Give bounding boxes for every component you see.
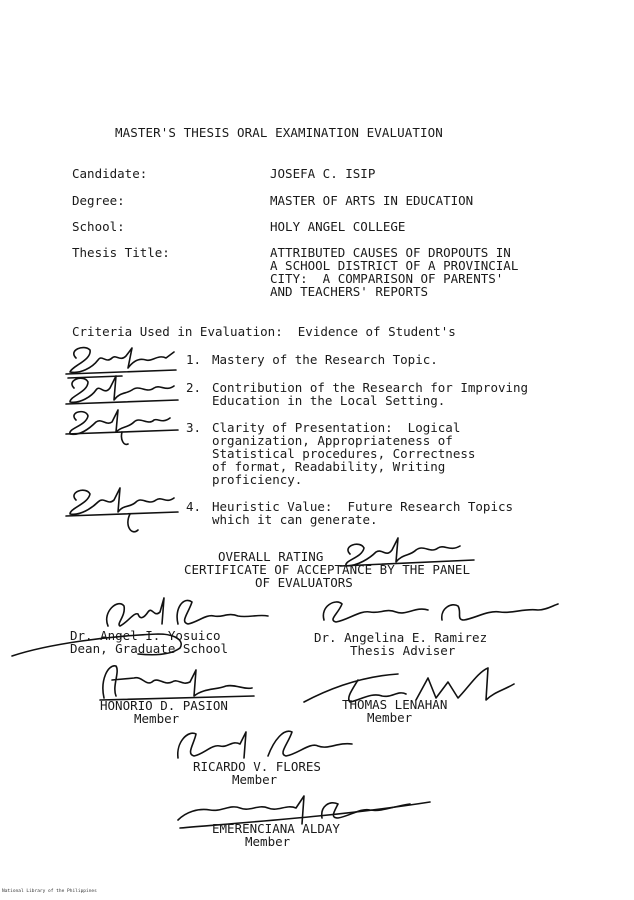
criterion-text: proficiency. [212, 472, 303, 487]
signature-flourish [8, 620, 188, 660]
thesis-title-line: A SCHOOL DISTRICT OF A PROVINCIAL [270, 258, 519, 273]
signatory-name: Dr. Angelina E. Ramirez [314, 630, 488, 645]
signatory-role: Member [367, 710, 413, 725]
footer-text: National Library of the Philippines [2, 889, 97, 894]
school-value: HOLY ANGEL COLLEGE [270, 219, 406, 234]
signatory-name: HONORIO D. PASION [100, 698, 228, 713]
school-label: School: [72, 219, 125, 234]
criterion-text: Clarity of Presentation: Logical [212, 420, 461, 435]
thesis-title-line: CITY: A COMPARISON OF PARENTS' [270, 271, 504, 286]
signature-ramirez [312, 592, 562, 632]
signatory-role: Dean, Graduate School [70, 641, 229, 656]
criterion-number: 3. [186, 420, 202, 435]
criterion-text: Heuristic Value: Future Research Topics [212, 499, 514, 514]
criterion-number: 2. [186, 380, 202, 395]
rating-satisfactory-4 [62, 482, 182, 538]
signatory-name: THOMAS LENAHAN [342, 697, 448, 712]
certificate-heading: CERTIFICATE OF ACCEPTANCE BY THE PANEL [184, 562, 470, 577]
signature-pasion [86, 656, 256, 704]
document-title: MASTER'S THESIS ORAL EXAMINATION EVALUATION [115, 125, 443, 140]
signatory-name: RICARDO V. FLORES [193, 759, 321, 774]
criterion-number: 4. [186, 499, 202, 514]
degree-label: Degree: [72, 193, 125, 208]
signatory-role: Member [232, 772, 278, 787]
candidate-label: Candidate: [72, 166, 148, 181]
thesis-title-line: AND TEACHERS' REPORTS [270, 284, 429, 299]
criterion-text: Contribution of the Research for Improving [212, 380, 529, 395]
certificate-heading: OF EVALUATORS [255, 575, 353, 590]
signatory-name: Dr. Angel I. Yosuico [70, 628, 221, 643]
signatory-role: Member [245, 834, 291, 849]
signatory-role: Thesis Adviser [350, 643, 456, 658]
rating-satisfactory-3 [62, 404, 182, 450]
signatory-role: Member [134, 711, 180, 726]
degree-value: MASTER OF ARTS IN EDUCATION [270, 193, 474, 208]
thesis-title-line: ATTRIBUTED CAUSES OF DROPOUTS IN [270, 245, 511, 260]
criterion-text: organization, Appropriateness of [212, 433, 453, 448]
criterion-text: which it can generate. [212, 512, 378, 527]
overall-rating-label: OVERALL RATING [218, 549, 324, 564]
criterion-text: of format, Readability, Writing [212, 459, 446, 474]
thesis-title-label: Thesis Title: [72, 245, 170, 260]
signatory-name: EMERENCIANA ALDAY [212, 821, 340, 836]
criterion-text: Statistical procedures, Correctness [212, 446, 476, 461]
criterion-text: Mastery of the Research Topic. [212, 352, 438, 367]
criteria-header: Criteria Used in Evaluation: Evidence of Student's [72, 324, 456, 339]
candidate-value: JOSEFA C. ISIP [270, 166, 376, 181]
criterion-text: Education in the Local Setting. [212, 393, 446, 408]
criterion-number: 1. [186, 352, 202, 367]
signature-flores [168, 720, 368, 764]
